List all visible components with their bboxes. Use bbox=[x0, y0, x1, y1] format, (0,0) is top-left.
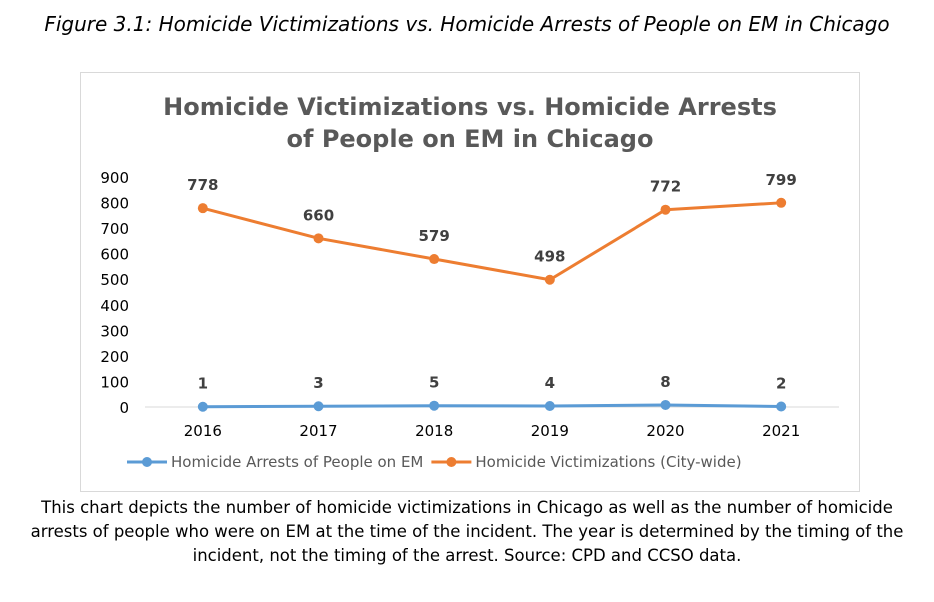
data-point bbox=[776, 401, 786, 411]
series-layer bbox=[198, 198, 786, 412]
series-line-0 bbox=[203, 405, 781, 407]
chart-description: This chart depicts the number of homicide victimizations in Chicago as well as the number of homicide arrests of people who were on EM at the time of the incident. The year is determined by the timing of the incident, not the timing of the arrest. Source: CPD and CCSO data. bbox=[30, 498, 904, 565]
legend-label-0: Homicide Arrests of People on EM bbox=[171, 453, 424, 471]
y-tick-label: 0 bbox=[119, 399, 129, 417]
data-label: 2 bbox=[775, 374, 787, 393]
data-point bbox=[776, 198, 786, 208]
data-point bbox=[661, 400, 671, 410]
y-tick-label: 600 bbox=[100, 245, 129, 264]
data-point bbox=[314, 233, 324, 243]
data-point bbox=[661, 205, 671, 215]
data-point bbox=[198, 402, 208, 412]
x-tick-label: 2021 bbox=[762, 422, 801, 440]
x-tick-label: 2017 bbox=[299, 422, 338, 440]
data-point bbox=[314, 401, 324, 411]
data-label: 4 bbox=[544, 373, 556, 392]
legend-label-1: Homicide Victimizations (City-wide) bbox=[475, 453, 742, 471]
y-tick-label: 400 bbox=[100, 296, 129, 315]
data-label: 5 bbox=[428, 373, 440, 392]
data-label: 660 bbox=[302, 206, 335, 225]
data-label: 8 bbox=[660, 372, 671, 391]
data-point bbox=[545, 275, 555, 285]
legend-marker-1 bbox=[446, 457, 456, 467]
y-tick-label: 100 bbox=[100, 373, 129, 392]
data-point bbox=[545, 401, 555, 411]
series-line-1 bbox=[203, 203, 781, 280]
y-tick-label: 900 bbox=[100, 169, 129, 187]
data-label: 778 bbox=[187, 176, 219, 195]
data-label: 3 bbox=[313, 374, 324, 393]
data-label: 772 bbox=[649, 177, 682, 196]
data-label: 799 bbox=[765, 170, 797, 189]
chart-title-line-1: Homicide Victimizations vs. Homicide Arrests bbox=[163, 93, 777, 121]
data-label: 579 bbox=[418, 227, 450, 246]
x-tick-label: 2018 bbox=[415, 422, 454, 440]
chart-title-line-2: of People on EM in Chicago bbox=[286, 125, 654, 153]
legend bbox=[127, 453, 742, 471]
y-tick-label: 300 bbox=[100, 322, 129, 341]
data-label-layer bbox=[187, 171, 797, 393]
line-chart bbox=[81, 73, 859, 491]
chart-area bbox=[80, 72, 860, 492]
data-point bbox=[429, 401, 439, 411]
y-tick-label: 500 bbox=[100, 271, 129, 290]
x-tick-label: 2020 bbox=[646, 422, 685, 440]
data-label: 1 bbox=[197, 374, 209, 393]
data-point bbox=[429, 254, 439, 264]
y-tick-label: 700 bbox=[100, 220, 129, 239]
figure-caption: Figure 3.1: Homicide Victimizations vs. Homicide Arrests of People on EM in Chicago bbox=[44, 12, 890, 36]
y-tick-label: 800 bbox=[100, 194, 129, 213]
x-tick-label: 2019 bbox=[530, 422, 569, 440]
legend-marker-0 bbox=[142, 457, 152, 467]
data-point bbox=[198, 203, 208, 213]
data-label: 498 bbox=[534, 247, 566, 266]
y-tick-label: 200 bbox=[100, 347, 129, 366]
x-tick-label: 2016 bbox=[183, 422, 222, 440]
